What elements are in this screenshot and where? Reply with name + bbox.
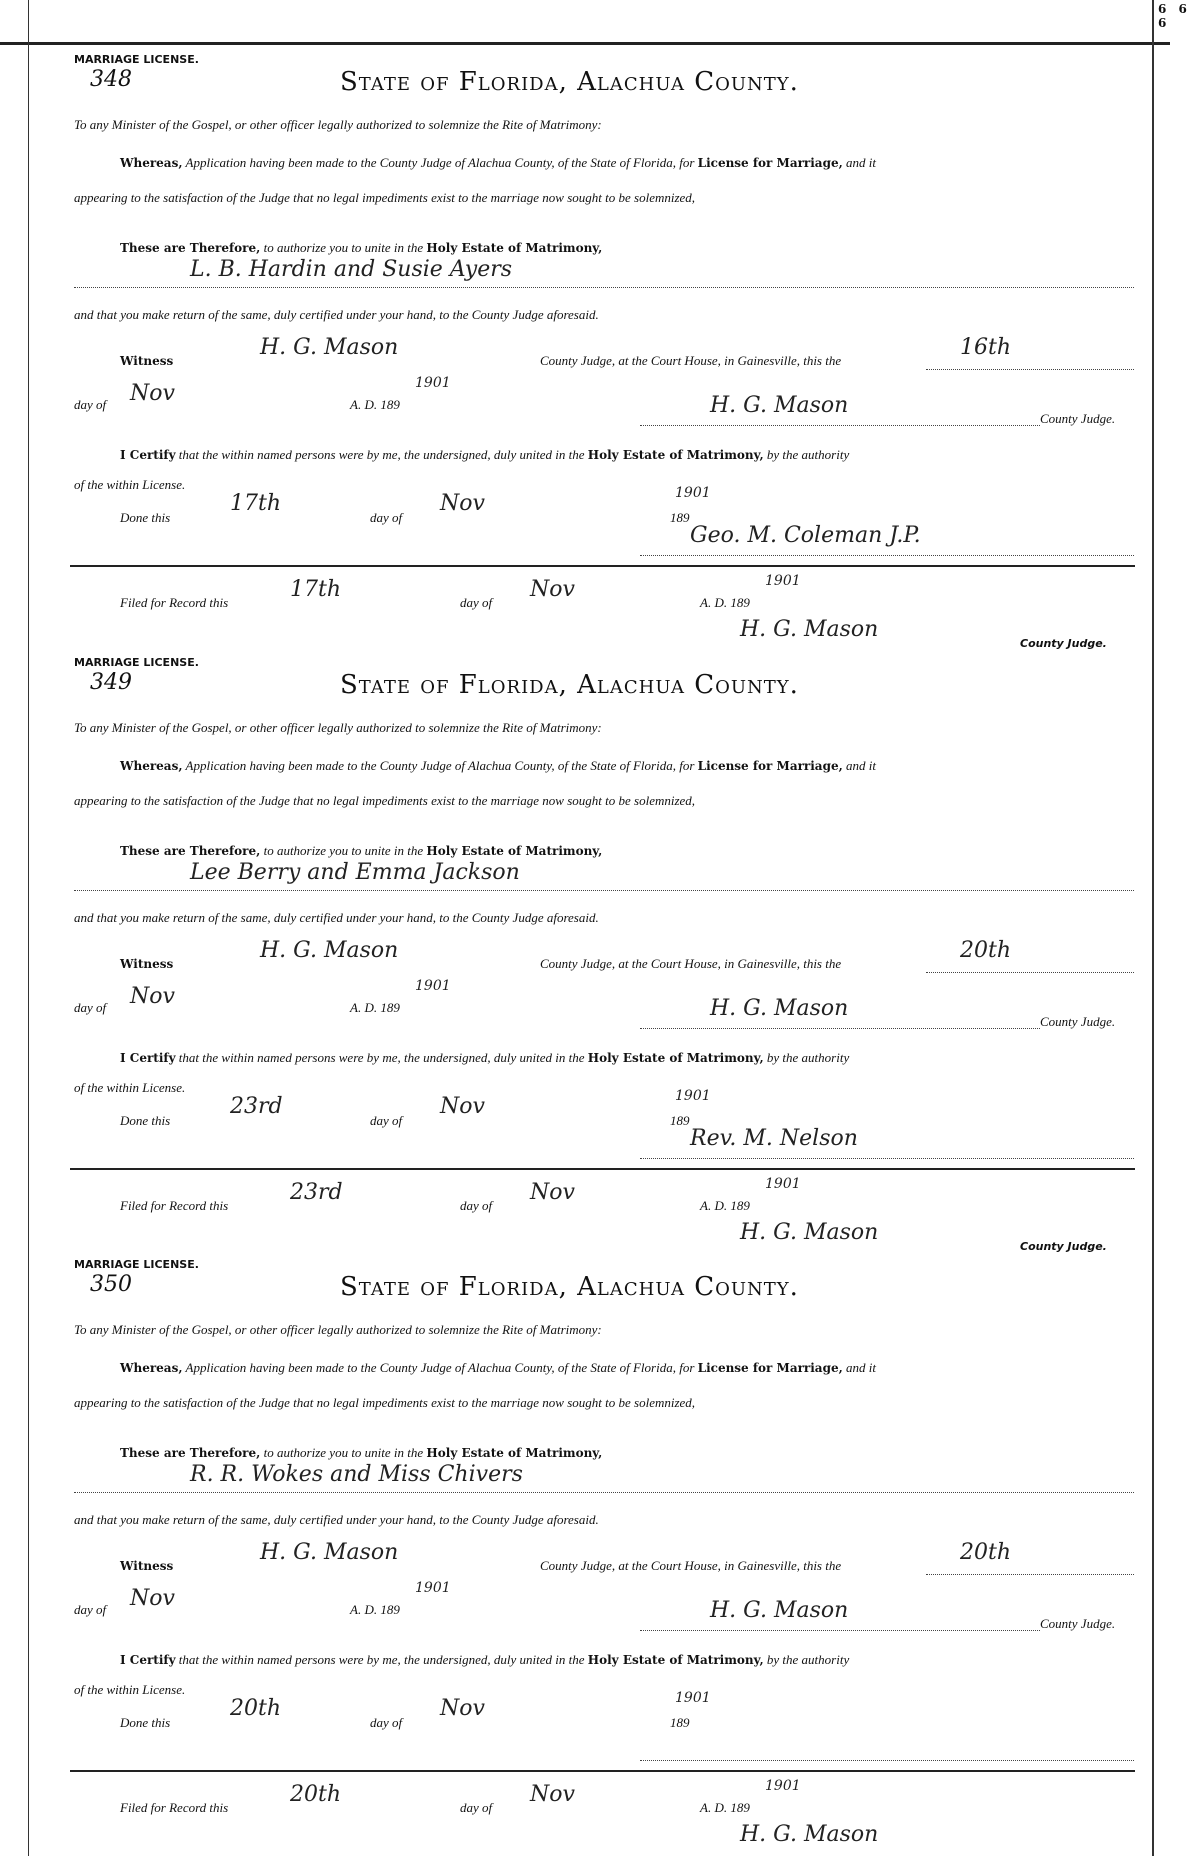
- certify-estate: Holy Estate of Matrimony,: [587, 1653, 764, 1667]
- appearing-line: appearing to the satisfaction of the Judge that no legal impediments exist to the marriage now sought to be solemnized,: [74, 190, 696, 205]
- whereas-label: Whereas,: [120, 759, 183, 773]
- certify-end: by the authority: [766, 447, 850, 462]
- whereas-line: [120, 758, 876, 774]
- certify-label: I Certify: [120, 448, 176, 462]
- done-year-label: 189: [670, 510, 690, 525]
- filed-label: Filed for Record this: [120, 1800, 229, 1815]
- within-license: of the within License.: [74, 1682, 186, 1697]
- filed-year: 1901: [765, 573, 801, 589]
- witness-month: Nov: [130, 984, 175, 1009]
- whereas-label: Whereas,: [120, 156, 183, 170]
- license-title: State of Florida, Alachua County.: [340, 1272, 799, 1302]
- certify-label: I Certify: [120, 1051, 176, 1065]
- filed-ad: A. D. 189: [700, 595, 750, 610]
- parties-names: Lee Berry and Emma Jackson: [190, 860, 520, 885]
- done-year: 1901: [675, 485, 711, 501]
- certify-line: [120, 1652, 849, 1668]
- these-estate: Holy Estate of Matrimony,: [426, 844, 603, 858]
- witness-signature: H. G. Mason: [260, 1540, 399, 1565]
- done-day-of: day of: [370, 1715, 403, 1730]
- parties-names: L. B. Hardin and Susie Ayers: [190, 257, 513, 282]
- certify-line: [120, 1050, 849, 1066]
- done-day-of: day of: [370, 1113, 403, 1128]
- these-estate: Holy Estate of Matrimony,: [426, 1446, 603, 1460]
- certify-end: by the authority: [766, 1050, 850, 1065]
- filed-day-of: day of: [460, 1198, 493, 1213]
- these-label: These are Therefore,: [120, 241, 261, 255]
- ad-label: A. D. 189: [350, 397, 400, 412]
- address-line: To any Minister of the Gospel, or other officer legally authorized to solemnize the Rite of Matrimony:: [74, 117, 602, 132]
- done-year: 1901: [675, 1690, 711, 1706]
- filed-year: 1901: [765, 1176, 801, 1192]
- corner-mark: 6 6 6: [1158, 2, 1191, 30]
- witness-year: 1901: [415, 978, 451, 994]
- license-title: State of Florida, Alachua County.: [340, 67, 799, 97]
- filed-ad: A. D. 189: [700, 1198, 750, 1213]
- license-heading: MARRIAGE LICENSE.: [74, 53, 199, 66]
- done-this-label: Done this: [120, 1113, 171, 1128]
- certify-text: that the within named persons were by me, the undersigned, duly united in the: [178, 447, 585, 462]
- done-day: 17th: [230, 491, 282, 516]
- these-estate: Holy Estate of Matrimony,: [426, 241, 603, 255]
- return-line: and that you make return of the same, duly certified under your hand, to the County Judge aforesaid.: [74, 910, 599, 925]
- county-judge-label: County Judge.: [1040, 1014, 1116, 1029]
- license-heading: MARRIAGE LICENSE.: [74, 656, 199, 669]
- whereas-license: License for Marriage,: [697, 1361, 843, 1375]
- officiant-signature: Geo. M. Coleman J.P.: [690, 523, 921, 548]
- address-line: To any Minister of the Gospel, or other officer legally authorized to solemnize the Rite of Matrimony:: [74, 1322, 602, 1337]
- whereas-license: License for Marriage,: [697, 156, 843, 170]
- witness-label: Witness: [120, 354, 174, 368]
- done-year: 1901: [675, 1088, 711, 1104]
- return-line: and that you make return of the same, duly certified under your hand, to the County Judge aforesaid.: [74, 1512, 599, 1527]
- filed-month: Nov: [530, 577, 575, 602]
- county-judge-label: County Judge.: [1040, 411, 1116, 426]
- witness-line: [120, 353, 173, 369]
- within-license: of the within License.: [74, 1080, 186, 1095]
- whereas-end: and it: [846, 758, 877, 773]
- witness-line: [120, 956, 173, 972]
- county-judge-at: County Judge, at the Court House, in Gainesville, this the: [540, 1558, 842, 1573]
- day-of-label: day of: [74, 1000, 107, 1015]
- judge-signature: H. G. Mason: [710, 996, 849, 1021]
- day-of-label: day of: [74, 1602, 107, 1617]
- officiant-signature: Rev. M. Nelson: [690, 1126, 858, 1151]
- done-year-label: 189: [670, 1113, 690, 1128]
- these-line: [120, 240, 602, 256]
- parties-names: R. R. Wokes and Miss Chivers: [190, 1462, 523, 1487]
- done-day: 20th: [230, 1696, 282, 1721]
- witness-month: Nov: [130, 1586, 175, 1611]
- filed-year: 1901: [765, 1778, 801, 1794]
- these-text: to authorize you to unite in the: [263, 240, 424, 255]
- license-number: 350: [90, 1272, 132, 1297]
- witness-year: 1901: [415, 1580, 451, 1596]
- done-this-label: Done this: [120, 510, 171, 525]
- filed-county-judge: County Judge.: [1020, 1240, 1107, 1253]
- county-judge-label: County Judge.: [1040, 1616, 1116, 1631]
- license-number: 349: [90, 670, 132, 695]
- whereas-label: Whereas,: [120, 1361, 183, 1375]
- whereas-line: [120, 155, 876, 171]
- these-label: These are Therefore,: [120, 1446, 261, 1460]
- these-label: These are Therefore,: [120, 844, 261, 858]
- license-title: State of Florida, Alachua County.: [340, 670, 799, 700]
- ad-label: A. D. 189: [350, 1000, 400, 1015]
- whereas-end: and it: [846, 1360, 877, 1375]
- county-judge-at: County Judge, at the Court House, in Gainesville, this the: [540, 353, 842, 368]
- county-judge-at: County Judge, at the Court House, in Gainesville, this the: [540, 956, 842, 971]
- witness-day: 20th: [960, 1540, 1012, 1565]
- certify-line: [120, 447, 849, 463]
- filed-county-judge: County Judge.: [1020, 637, 1107, 650]
- witness-label: Witness: [120, 957, 174, 971]
- whereas-license: License for Marriage,: [697, 759, 843, 773]
- certify-label: I Certify: [120, 1653, 176, 1667]
- these-line: [120, 843, 602, 859]
- witness-month: Nov: [130, 381, 175, 406]
- done-month: Nov: [440, 1696, 485, 1721]
- done-day: 23rd: [230, 1094, 283, 1119]
- done-month: Nov: [440, 491, 485, 516]
- whereas-end: and it: [846, 155, 877, 170]
- filed-day-of: day of: [460, 595, 493, 610]
- within-license: of the within License.: [74, 477, 186, 492]
- judge-signature: H. G. Mason: [710, 393, 849, 418]
- witness-line: [120, 1558, 173, 1574]
- return-line: and that you make return of the same, duly certified under your hand, to the County Judge aforesaid.: [74, 307, 599, 322]
- these-text: to authorize you to unite in the: [263, 843, 424, 858]
- appearing-line: appearing to the satisfaction of the Judge that no legal impediments exist to the marriage now sought to be solemnized,: [74, 1395, 696, 1410]
- appearing-line: appearing to the satisfaction of the Judge that no legal impediments exist to the marriage now sought to be solemnized,: [74, 793, 696, 808]
- filed-ad: A. D. 189: [700, 1800, 750, 1815]
- done-day-of: day of: [370, 510, 403, 525]
- certify-estate: Holy Estate of Matrimony,: [587, 448, 764, 462]
- license-number: 348: [90, 67, 132, 92]
- license-heading: MARRIAGE LICENSE.: [74, 1258, 199, 1271]
- done-month: Nov: [440, 1094, 485, 1119]
- filed-month: Nov: [530, 1180, 575, 1205]
- certify-text: that the within named persons were by me, the undersigned, duly united in the: [178, 1652, 585, 1667]
- whereas-text: Application having been made to the County Judge of Alachua County, of the State of Florida, for: [185, 1360, 695, 1375]
- done-this-label: Done this: [120, 1715, 171, 1730]
- certify-text: that the within named persons were by me, the undersigned, duly united in the: [178, 1050, 585, 1065]
- filed-label: Filed for Record this: [120, 595, 229, 610]
- witness-year: 1901: [415, 375, 451, 391]
- witness-signature: H. G. Mason: [260, 335, 399, 360]
- filed-signature: H. G. Mason: [740, 1220, 879, 1245]
- filed-day: 23rd: [290, 1180, 343, 1205]
- certify-estate: Holy Estate of Matrimony,: [587, 1051, 764, 1065]
- filed-signature: H. G. Mason: [740, 617, 879, 642]
- these-text: to authorize you to unite in the: [263, 1445, 424, 1460]
- day-of-label: day of: [74, 397, 107, 412]
- address-line: To any Minister of the Gospel, or other officer legally authorized to solemnize the Rite of Matrimony:: [74, 720, 602, 735]
- witness-day: 20th: [960, 938, 1012, 963]
- right-margin-line: [1152, 0, 1154, 1856]
- these-line: [120, 1445, 602, 1461]
- whereas-line: [120, 1360, 876, 1376]
- marriage-license-349: [60, 648, 1135, 1253]
- ad-label: A. D. 189: [350, 1602, 400, 1617]
- marriage-license-348: [60, 45, 1135, 650]
- witness-signature: H. G. Mason: [260, 938, 399, 963]
- filed-signature: H. G. Mason: [740, 1822, 879, 1847]
- certify-end: by the authority: [766, 1652, 850, 1667]
- marriage-license-350: [60, 1250, 1135, 1850]
- judge-signature: H. G. Mason: [710, 1598, 849, 1623]
- filed-day: 17th: [290, 577, 342, 602]
- filed-month: Nov: [530, 1782, 575, 1807]
- filed-day-of: day of: [460, 1800, 493, 1815]
- filed-day: 20th: [290, 1782, 342, 1807]
- filed-label: Filed for Record this: [120, 1198, 229, 1213]
- witness-label: Witness: [120, 1559, 174, 1573]
- left-margin-line: [28, 0, 29, 1856]
- witness-day: 16th: [960, 335, 1012, 360]
- whereas-text: Application having been made to the County Judge of Alachua County, of the State of Florida, for: [185, 758, 695, 773]
- done-year-label: 189: [670, 1715, 690, 1730]
- whereas-text: Application having been made to the County Judge of Alachua County, of the State of Florida, for: [185, 155, 695, 170]
